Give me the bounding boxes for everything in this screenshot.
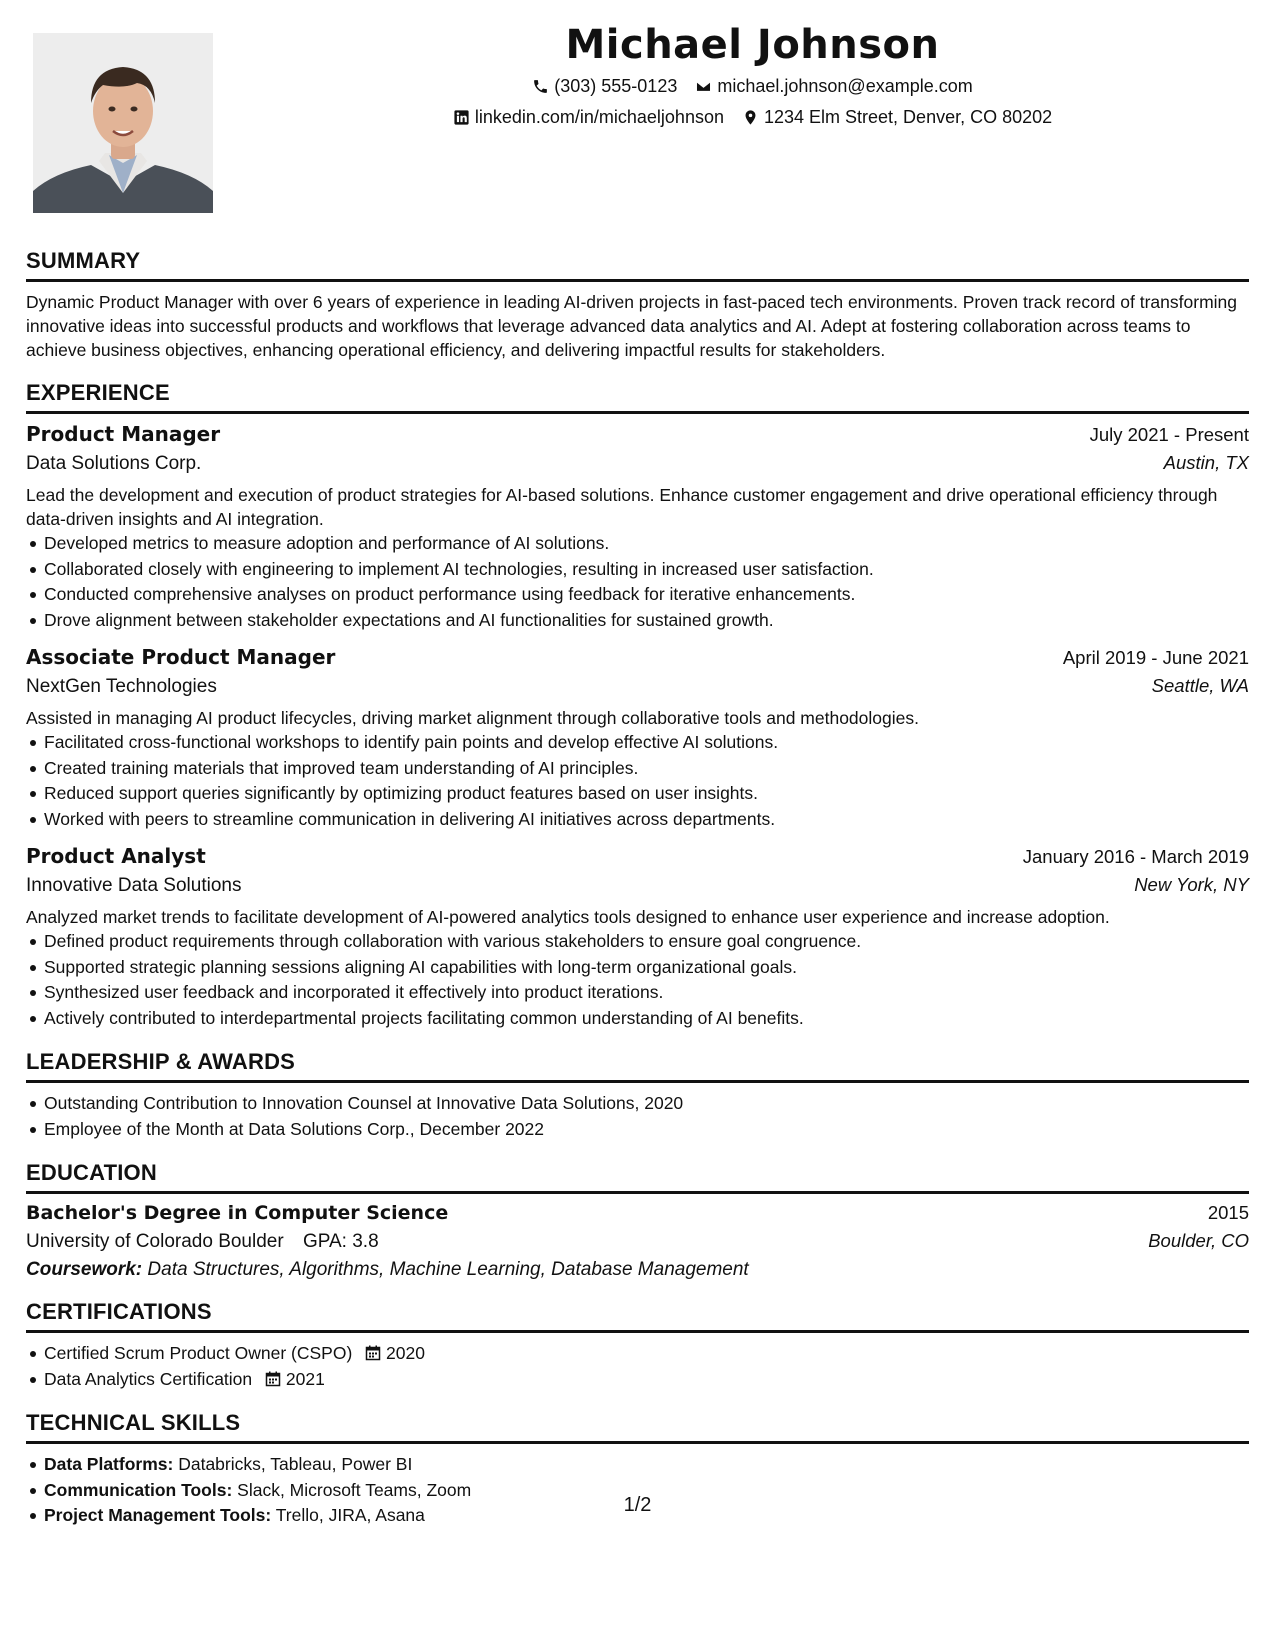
skill-label: Data Platforms:	[44, 1454, 174, 1474]
job-description: Assisted in managing AI product lifecycles, driving market alignment through collaborative tools and methodologies.	[26, 708, 919, 728]
skill-value: Slack, Microsoft Teams, Zoom	[237, 1479, 472, 1500]
company-name: NextGen Technologies	[26, 676, 217, 697]
skill-value: Databricks, Tableau, Power BI	[178, 1454, 413, 1474]
phone-contact[interactable]	[532, 76, 677, 97]
list-item: Outstanding Contribution to Innovation Counsel at Innovative Data Solutions, 2020	[26, 1091, 1249, 1117]
email-text: michael.johnson@example.com	[717, 76, 973, 96]
school-location: Boulder, CO	[1148, 1230, 1249, 1251]
cert-year: 2021	[285, 1368, 325, 1389]
candidate-name: Michael Johnson	[565, 22, 940, 68]
section-title: EDUCATION	[26, 1160, 1249, 1194]
list-item	[26, 1367, 1249, 1393]
job-title: Product Analyst	[26, 844, 206, 868]
job-description: Analyzed market trends to facilitate development of AI-powered analytics tools designed to enhance user experience and increase adoption.	[26, 907, 1110, 927]
job-title: Product Manager	[26, 422, 221, 446]
coursework-label: Coursework:	[26, 1259, 143, 1280]
job-location: New York, NY	[1134, 874, 1249, 895]
section-title: CERTIFICATIONS	[26, 1299, 1249, 1333]
section-title: LEADERSHIP & AWARDS	[26, 1049, 1249, 1083]
job-bullets	[26, 730, 1249, 832]
awards-section	[26, 1049, 1249, 1142]
cert-name: Certified Scrum Product Owner (CSPO)	[44, 1343, 353, 1363]
calendar-icon	[265, 1371, 281, 1387]
list-item: Reduced support queries significantly by optimizing product features based on user insights.	[26, 781, 1249, 807]
linkedin-text: linkedin.com/in/michaeljohnson	[474, 107, 724, 127]
skill-label: Communication Tools:	[44, 1479, 233, 1500]
education-section	[26, 1160, 1249, 1281]
summary-text: Dynamic Product Manager with over 6 years of experience in leading AI-driven projects in fast-paced tech environments. Proven track record of transforming innovative ideas into successful products and workflows that leverage advanced data analytics and AI. Adept at fostering collaboration across teams to achieve business objectives, enhancing operational efficiency, and delivering impactful results for stakeholders.	[26, 292, 1237, 360]
resume-body	[26, 248, 1249, 1547]
address-contact	[742, 107, 1052, 128]
list-item: Supported strategic planning sessions aligning AI capabilities with long-term organizational goals.	[26, 955, 1249, 981]
certifications-list	[26, 1341, 1249, 1392]
job-bullets	[26, 531, 1249, 633]
cert-name: Data Analytics Certification	[44, 1368, 253, 1389]
degree-title: Bachelor's Degree in Computer Science	[26, 1202, 449, 1224]
job-dates: January 2016 - March 2019	[1022, 846, 1249, 867]
job-title: Associate Product Manager	[26, 645, 336, 669]
calendar-icon	[365, 1345, 381, 1361]
summary-section	[26, 248, 1249, 362]
skills-list	[26, 1452, 1249, 1529]
job-entry	[26, 422, 1249, 633]
email-contact[interactable]	[695, 76, 972, 97]
contact-line-1	[230, 76, 1275, 97]
page-number: 1/2	[623, 1494, 652, 1516]
list-item: Facilitated cross-functional workshops to identify pain points and develop effective AI solutions.	[26, 730, 1249, 756]
email-icon	[695, 78, 712, 95]
certifications-section	[26, 1299, 1249, 1392]
phone-icon	[532, 78, 549, 95]
skill-label: Project Management Tools:	[44, 1505, 272, 1525]
coursework	[26, 1259, 1249, 1281]
awards-list	[26, 1091, 1249, 1142]
skill-value: Trello, JIRA, Asana	[275, 1505, 425, 1525]
job-dates: April 2019 - June 2021	[1062, 647, 1249, 668]
job-description: Lead the development and execution of product strategies for AI-based solutions. Enhance customer engagement and drive operational efficiency through data-driven insights and AI integration.	[26, 485, 1218, 529]
job-dates: July 2021 - Present	[1089, 424, 1249, 445]
linkedin-contact[interactable]	[453, 107, 724, 128]
job-location: Seattle, WA	[1151, 675, 1249, 696]
company-name: Innovative Data Solutions	[26, 875, 242, 896]
list-item: Worked with peers to streamline communication in delivering AI initiatives across departments.	[26, 807, 1249, 833]
company-name: Data Solutions Corp.	[26, 453, 202, 474]
profile-photo	[33, 33, 213, 213]
list-item: Employee of the Month at Data Solutions Corp., December 2022	[26, 1117, 1249, 1143]
cert-year: 2020	[386, 1343, 425, 1363]
coursework-list: Data Structures, Algorithms, Machine Learning, Database Management	[147, 1259, 749, 1280]
list-item: Developed metrics to measure adoption and performance of AI solutions.	[26, 531, 1249, 557]
location-icon	[742, 109, 759, 126]
section-title: TECHNICAL SKILLS	[26, 1410, 1249, 1444]
resume-header	[230, 22, 1275, 128]
phone-text: (303) 555-0123	[554, 76, 678, 96]
job-entry	[26, 645, 1249, 832]
graduation-year: 2015	[1207, 1202, 1249, 1223]
linkedin-icon	[453, 109, 470, 126]
contact-line-2	[230, 107, 1275, 128]
job-bullets	[26, 929, 1249, 1031]
list-item: Collaborated closely with engineering to implement AI technologies, resulting in increased user satisfaction.	[26, 557, 1249, 583]
list-item	[26, 1452, 1249, 1478]
list-item: Created training materials that improved team understanding of AI principles.	[26, 756, 1249, 782]
list-item: Actively contributed to interdepartmental projects facilitating common understanding of AI benefits.	[26, 1006, 1249, 1032]
list-item: Drove alignment between stakeholder expectations and AI functionalities for sustained growth.	[26, 608, 1249, 634]
section-title: EXPERIENCE	[26, 380, 1249, 414]
address-text: 1234 Elm Street, Denver, CO 80202	[763, 107, 1053, 127]
experience-section	[26, 380, 1249, 1031]
section-title: SUMMARY	[26, 248, 1249, 282]
gpa: GPA: 3.8	[302, 1231, 379, 1252]
job-entry	[26, 844, 1249, 1031]
list-item: Synthesized user feedback and incorporated it effectively into product iterations.	[26, 980, 1249, 1006]
list-item	[26, 1341, 1249, 1367]
school-line	[26, 1231, 379, 1253]
list-item: Defined product requirements through collaboration with various stakeholders to ensure goal congruence.	[26, 929, 1249, 955]
school-name: University of Colorado Boulder	[26, 1231, 284, 1252]
job-location: Austin, TX	[1163, 452, 1249, 473]
list-item: Conducted comprehensive analyses on product performance using feedback for iterative enhancements.	[26, 582, 1249, 608]
